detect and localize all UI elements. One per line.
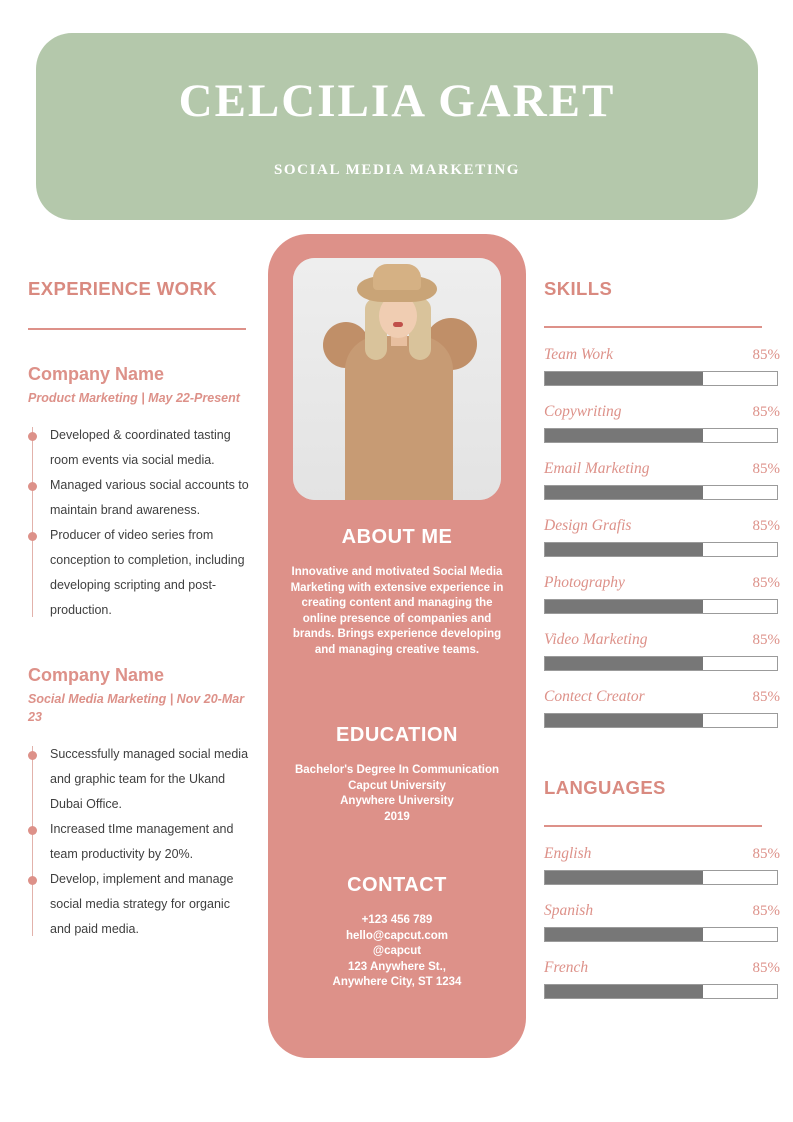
- skill-label: Email Marketing: [544, 460, 650, 477]
- skill-label: Contect Creator: [544, 688, 645, 705]
- skill-item: [544, 574, 780, 614]
- skill-item: [544, 631, 780, 671]
- divider: [544, 825, 762, 827]
- list-item: Managed various social accounts to maintain brand awareness.: [28, 473, 250, 523]
- language-progress-bar: [544, 984, 778, 999]
- language-progress-fill: [545, 928, 703, 941]
- list-item: Producer of video series from conception to completion, including developing scripting and post-production.: [28, 523, 250, 623]
- list-item: Increased tIme management and team productivity by 20%.: [28, 817, 250, 867]
- job-role: Product Marketing | May 22-Present: [28, 391, 240, 405]
- skill-label: Photography: [544, 574, 625, 591]
- skill-progress-fill: [545, 486, 703, 499]
- skill-progress-bar: [544, 371, 778, 386]
- header-banner: [36, 33, 758, 220]
- experience-bullets: [28, 742, 250, 942]
- skill-item: [544, 517, 780, 557]
- education-line: Bachelor's Degree In Communication: [294, 764, 500, 776]
- experience-item: [28, 364, 250, 623]
- company-name: Company Name: [28, 364, 165, 384]
- skill-value: 85%: [752, 461, 780, 477]
- skill-label: Design Grafis: [544, 517, 632, 534]
- contact-section: [288, 874, 506, 991]
- skill-label: Video Marketing: [544, 631, 648, 648]
- language-value: 85%: [752, 903, 780, 919]
- list-item: Develop, implement and manage social media strategy for organic and paid media.: [28, 867, 250, 942]
- skill-label: Copywriting: [544, 403, 622, 420]
- skills-column: [544, 278, 780, 1016]
- page-title: CELCILIA GARET: [178, 75, 616, 127]
- list-item: Successfully managed social media and graphic team for the Ukand Dubai Office.: [28, 742, 250, 817]
- contact-address-line-2: Anywhere City, ST 1234: [332, 976, 462, 988]
- company-name: Company Name: [28, 665, 165, 685]
- contact-email[interactable]: hello@capcut.com: [346, 929, 448, 942]
- skill-progress-bar: [544, 542, 778, 557]
- contact-title: CONTACT: [347, 874, 447, 896]
- photo-shape-lips: [393, 322, 403, 327]
- skills-section-title: SKILLS: [544, 278, 613, 299]
- language-progress-bar: [544, 870, 778, 885]
- education-section: [288, 724, 506, 825]
- skill-label: Team Work: [544, 346, 614, 363]
- language-item: [544, 902, 780, 942]
- spacer: [544, 745, 780, 777]
- language-label: English: [544, 845, 592, 862]
- contact-handle[interactable]: @capcut: [372, 945, 422, 957]
- skill-value: 85%: [752, 404, 780, 420]
- skill-item: [544, 460, 780, 500]
- language-value: 85%: [752, 960, 780, 976]
- photo-shape-hat-crown: [373, 264, 421, 290]
- skill-value: 85%: [752, 632, 780, 648]
- skill-progress-fill: [545, 372, 703, 385]
- education-line: Anywhere University: [340, 795, 454, 807]
- skill-progress-bar: [544, 656, 778, 671]
- skill-progress-fill: [545, 714, 703, 727]
- language-progress-fill: [545, 871, 703, 884]
- language-label: Spanish: [544, 902, 594, 919]
- about-title: ABOUT ME: [341, 526, 453, 548]
- skill-progress-fill: [545, 429, 703, 442]
- skill-progress-fill: [545, 657, 703, 670]
- skill-value: 85%: [752, 689, 780, 705]
- contact-phone[interactable]: +123 456 789: [361, 914, 433, 926]
- education-title: EDUCATION: [336, 724, 458, 746]
- skill-item: [544, 688, 780, 728]
- divider: [544, 326, 762, 328]
- job-role: Social Media Marketing | Nov 20-Mar 23: [28, 692, 245, 724]
- skill-item: [544, 403, 780, 443]
- language-item: [544, 959, 780, 999]
- divider: [28, 328, 246, 330]
- experience-item: [28, 665, 250, 942]
- skill-progress-bar: [544, 599, 778, 614]
- languages-section-title: LANGUAGES: [544, 777, 666, 798]
- education-line: 2019: [384, 810, 410, 823]
- about-section: [288, 526, 506, 658]
- skill-value: 85%: [752, 518, 780, 534]
- experience-column: [28, 278, 250, 942]
- skill-progress-fill: [545, 543, 703, 556]
- avatar: [293, 258, 501, 500]
- skill-progress-fill: [545, 600, 703, 613]
- language-label: French: [544, 959, 589, 976]
- skill-item: [544, 346, 780, 386]
- skill-progress-bar: [544, 713, 778, 728]
- about-text: Innovative and motivated Social Media Marketing with extensive experience in creating content and managing the online presence of companies and brands. Brings experience developing and managing creative teams.: [290, 566, 504, 656]
- skill-value: 85%: [752, 575, 780, 591]
- photo-shape-body: [345, 336, 453, 500]
- skill-progress-bar: [544, 485, 778, 500]
- language-progress-bar: [544, 927, 778, 942]
- page-subtitle: SOCIAL MEDIA MARKETING: [273, 162, 521, 178]
- profile-card: [268, 234, 526, 1058]
- experience-bullets: [28, 423, 250, 623]
- language-value: 85%: [752, 846, 780, 862]
- contact-address-line-1: 123 Anywhere St.,: [347, 960, 446, 973]
- education-line: Capcut University: [348, 779, 446, 792]
- language-progress-fill: [545, 985, 703, 998]
- skill-value: 85%: [752, 347, 780, 363]
- list-item: Developed & coordinated tasting room events via social media.: [28, 423, 250, 473]
- language-item: [544, 845, 780, 885]
- skill-progress-bar: [544, 428, 778, 443]
- experience-section-title: EXPERIENCE WORK: [28, 278, 217, 299]
